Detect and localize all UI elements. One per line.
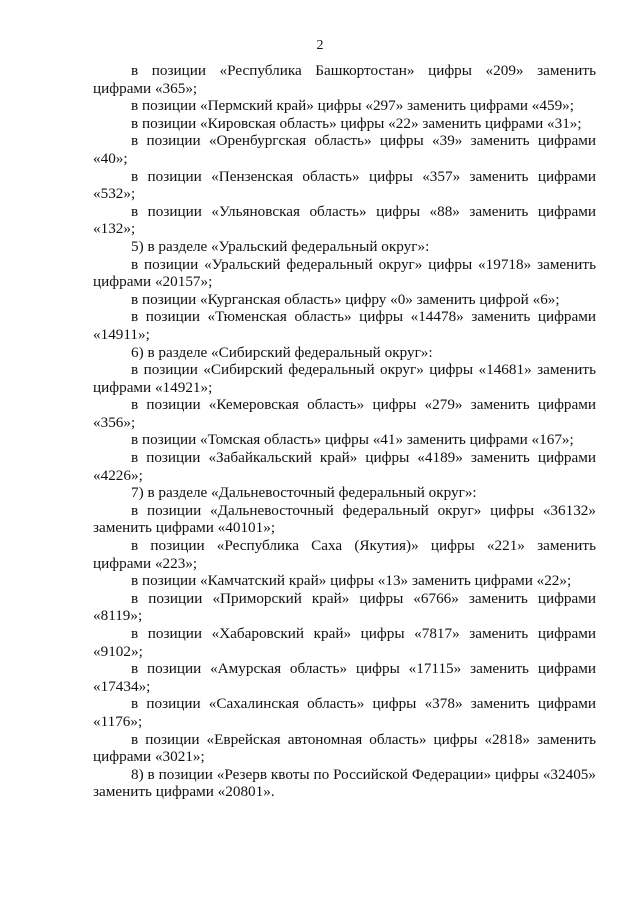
paragraph-zabaikalsky: в позиции «Забайкальский край» цифры «4189» заменить цифрами «4226»; bbox=[93, 449, 596, 484]
paragraph-amur: в позиции «Амурская область» цифры «17115» заменить цифрами «17434»; bbox=[93, 660, 596, 695]
paragraph-primorsky: в позиции «Приморский край» цифры «6766» заменить цифрами «8119»; bbox=[93, 589, 596, 625]
paragraph-jewish-ao: в позиции «Еврейская автономная область» цифры «2818» заменить цифрами «3021»; bbox=[93, 730, 596, 766]
paragraph-khabarovsk: в позиции «Хабаровский край» цифры «7817» заменить цифрами «9102»; bbox=[93, 625, 596, 660]
paragraph-ulyanovsk: в позиции «Ульяновская область» цифры «88» заменить цифрами «132»; bbox=[93, 202, 596, 238]
paragraph-reserve-quota: 8) в позиции «Резерв квоты по Российской Федерации» цифры «32405» заменить цифрами «20801». bbox=[93, 765, 596, 801]
paragraph-tomsk: в позиции «Томская область» цифры «41» заменить цифрами «167»; bbox=[131, 431, 574, 449]
paragraph-kurgan: в позиции «Курганская область» цифру «0» заменить цифрой «6»; bbox=[131, 290, 560, 308]
document-body bbox=[93, 62, 596, 801]
paragraph-penza: в позиции «Пензенская область» цифры «357» заменить цифрами «532»; bbox=[93, 167, 596, 203]
paragraph-orenburg: в позиции «Оренбургская область» цифры «39» заменить цифрами «40»; bbox=[93, 132, 596, 167]
paragraph-ural-district: в позиции «Уральский федеральный округ» цифры «19718» заменить цифрами «20157»; bbox=[93, 255, 596, 291]
paragraph-sakhalin: в позиции «Сахалинская область» цифры «378» заменить цифрами «1176»; bbox=[93, 695, 596, 730]
paragraph-kamchatka: в позиции «Камчатский край» цифры «13» заменить цифрами «22»; bbox=[131, 572, 572, 590]
paragraph-perm: в позиции «Пермский край» цифры «297» заменить цифрами «459»; bbox=[131, 97, 574, 115]
page-number: 2 bbox=[316, 38, 324, 53]
section-heading-siberia: 6) в разделе «Сибирский федеральный округ»: bbox=[131, 343, 433, 361]
paragraph-bashkortostan: в позиции «Республика Башкортостан» цифры «209» заменить цифрами «365»; bbox=[93, 62, 596, 97]
paragraph-yakutia: в позиции «Республика Саха (Якутия)» цифры «221» заменить цифрами «223»; bbox=[93, 537, 596, 572]
section-heading-ural: 5) в разделе «Уральский федеральный округ»: bbox=[131, 237, 430, 255]
paragraph-tyumen: в позиции «Тюменская область» цифры «14478» заменить цифрами «14911»; bbox=[93, 308, 596, 343]
paragraph-far-east-district: в позиции «Дальневосточный федеральный округ» цифры «36132» заменить цифрами «40101»; bbox=[93, 501, 596, 537]
paragraph-kemerovo: в позиции «Кемеровская область» цифры «279» заменить цифрами «356»; bbox=[93, 396, 596, 431]
paragraph-kirov: в позиции «Кировская область» цифры «22» заменить цифрами «31»; bbox=[131, 114, 582, 132]
paragraph-siberia-district: в позиции «Сибирский федеральный округ» цифры «14681» заменить цифрами «14921»; bbox=[93, 361, 596, 396]
section-heading-far-east: 7) в разделе «Дальневосточный федеральный округ»: bbox=[131, 484, 477, 502]
